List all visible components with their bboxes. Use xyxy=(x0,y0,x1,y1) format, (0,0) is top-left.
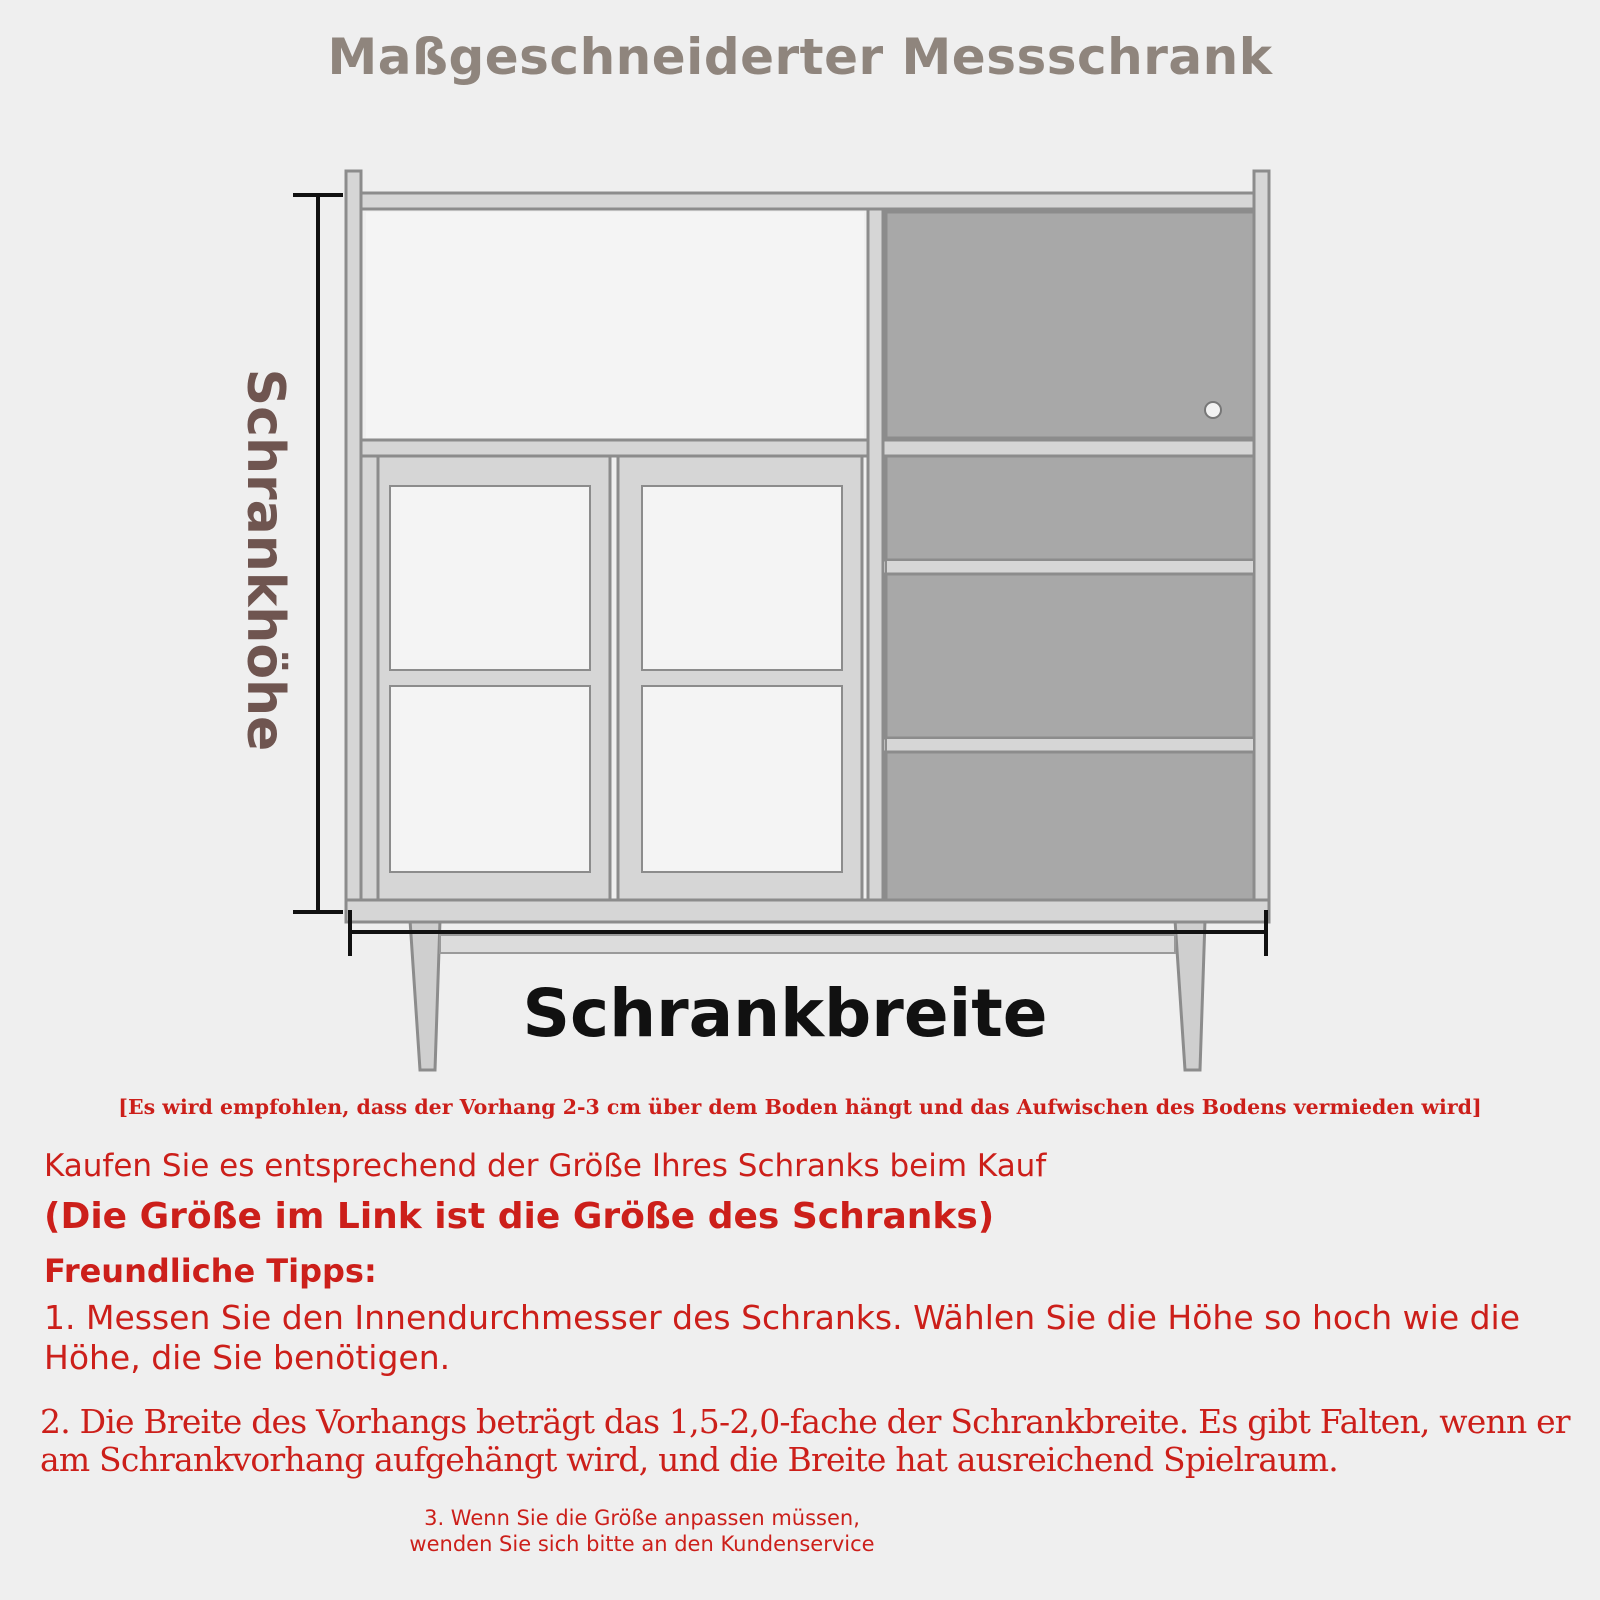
cabinet-top xyxy=(361,193,1254,209)
upper-right-door xyxy=(886,212,1254,438)
size-instruction: (Die Größe im Link ist die Größe des Schranks) xyxy=(44,1196,995,1237)
cabinet-base xyxy=(346,900,1269,922)
lower-left-door xyxy=(361,456,610,900)
drawer-gap-2 xyxy=(886,738,1254,752)
buy-instruction: Kaufen Sie es entsprechend der Größe Ihres Schranks beim Kauf xyxy=(44,1148,1047,1184)
height-dimension-line xyxy=(293,195,343,912)
cabinet-middle-shelf xyxy=(361,440,1254,456)
cabinet-leg-rail xyxy=(440,935,1175,953)
tip-3-line-2: wenden Sie sich bitte an den Kundenservice xyxy=(409,1532,875,1556)
tip-1: 1. Messen Sie den Innendurchmesser des Schranks. Wählen Sie die Höhe so hoch wie die Höhe, die Sie benötigen. xyxy=(44,1298,1521,1377)
drawer-bottom xyxy=(886,752,1254,900)
tip-3 xyxy=(312,1505,972,1557)
cabinet-side-right xyxy=(1254,171,1269,903)
lower-middle-door xyxy=(618,456,862,900)
door-knob xyxy=(1205,402,1221,418)
drawer-gap-1 xyxy=(886,560,1254,574)
cabinet-divider xyxy=(868,209,883,900)
drawer-middle xyxy=(886,574,1254,738)
drawer-top xyxy=(886,456,1254,560)
curtain-floor-note: [Es wird empfohlen, dass der Vorhang 2-3 cm über dem Boden hängt und das Aufwischen des Bodens vermieden wird] xyxy=(118,1095,1482,1119)
cabinet-side-left xyxy=(346,171,361,903)
cabinet-height-label: Schrankhöhe xyxy=(235,368,295,752)
page-title: Maßgeschneiderter Messschrank xyxy=(327,28,1273,86)
tip-3-line-1: 3. Wenn Sie die Größe anpassen müssen, xyxy=(424,1506,860,1530)
cabinet-width-label: Schrankbreite xyxy=(522,975,1048,1052)
tip-2: 2. Die Breite des Vorhangs beträgt das 1,5-2,0-fache der Schrankbreite. Es gibt Falten, wenn er am Schrankvorhang aufgehängt wird, und die Breite hat ausreichend Spielraum. xyxy=(40,1402,1570,1479)
upper-open-compartment xyxy=(366,212,864,438)
tips-heading: Freundliche Tipps: xyxy=(44,1252,377,1290)
